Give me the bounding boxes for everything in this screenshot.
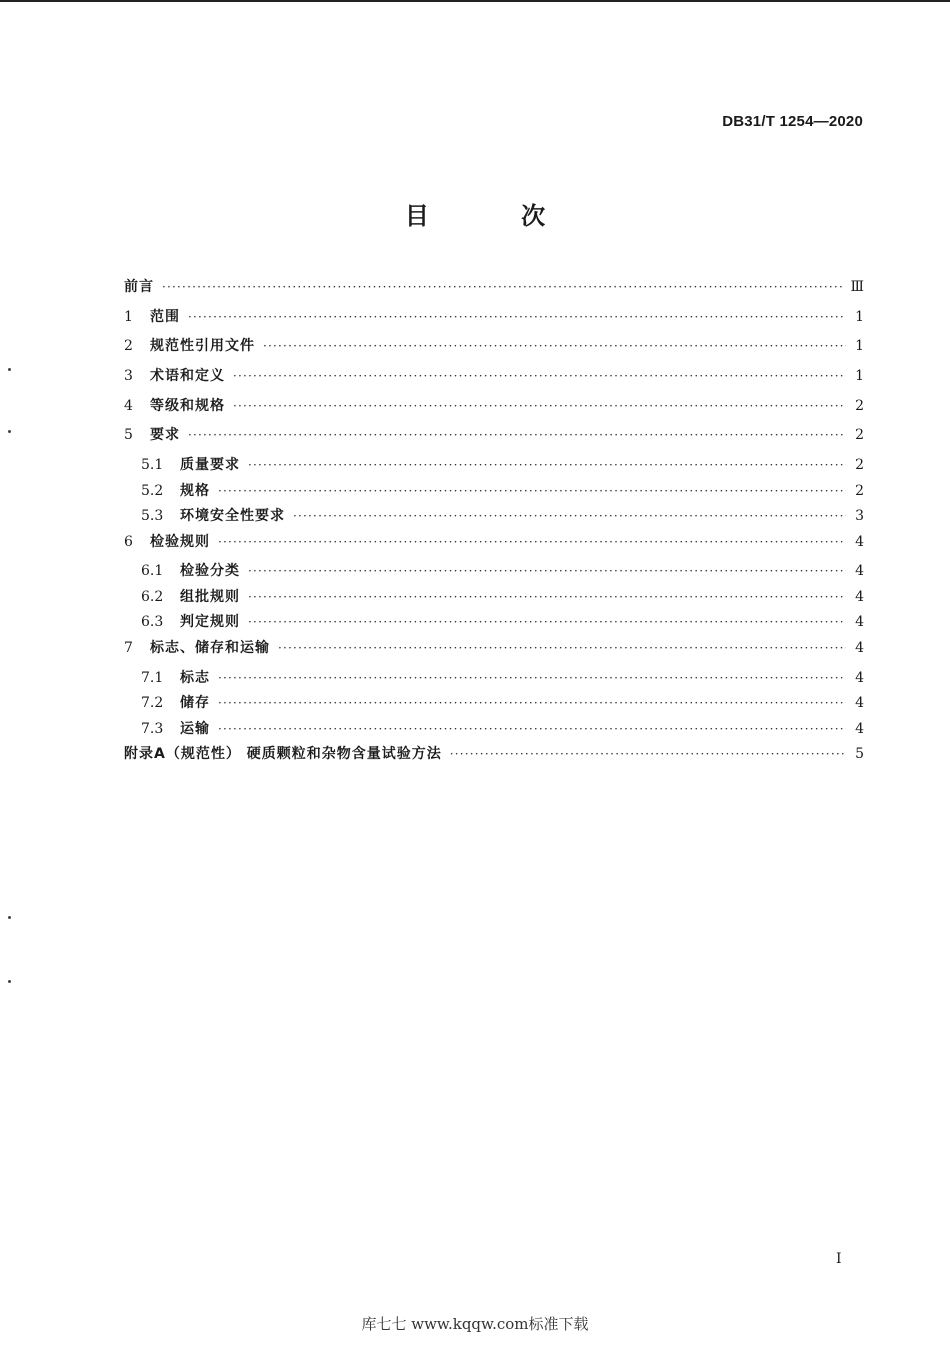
- toc-entry-label: 环境安全性要求: [180, 508, 285, 525]
- toc-dot-leader: [248, 564, 846, 578]
- toc-entry-page: Ⅲ: [850, 279, 864, 295]
- watermark-text: 库七七 www.kqqw.com标准下载: [361, 1315, 589, 1333]
- toc-entry-label: 等级和规格: [150, 397, 225, 414]
- toc-dot-leader: [218, 484, 846, 498]
- toc-entry-number: 6.3: [141, 614, 164, 631]
- toc-entry-number: 5.2: [141, 482, 164, 499]
- toc-entry-number: 5: [124, 427, 133, 444]
- toc-entry-page: 1: [855, 338, 864, 355]
- toc-dot-leader: [293, 509, 846, 523]
- toc-entry-page: 2: [855, 397, 864, 414]
- toc-dot-leader: [233, 399, 846, 413]
- toc-entry-page: 1: [855, 368, 864, 385]
- toc-entry[interactable]: [124, 276, 864, 306]
- toc-entry-number: 7: [124, 639, 133, 656]
- toc-dot-leader: [233, 369, 846, 383]
- toc-dot-leader: [188, 428, 846, 442]
- toc-entry[interactable]: [124, 424, 864, 454]
- toc-entry-page: 2: [855, 427, 864, 444]
- toc-entry[interactable]: [124, 718, 864, 744]
- toc-dot-leader: [248, 615, 846, 629]
- toc-entry[interactable]: [124, 586, 864, 612]
- scan-speck: [8, 368, 11, 371]
- scan-speck: [8, 430, 11, 433]
- toc-entry-label: 标志、储存和运输: [150, 639, 270, 656]
- toc-entry-number: 4: [124, 397, 133, 414]
- scan-speck: [8, 916, 11, 919]
- toc-dot-leader: [162, 280, 842, 294]
- table-of-contents: [124, 276, 864, 773]
- toc-entry-number: 6.1: [141, 563, 164, 580]
- toc-entry-label: 运输: [180, 720, 210, 737]
- toc-dot-leader: [218, 535, 846, 549]
- toc-entry-label: 组批规则: [180, 588, 240, 605]
- toc-entry-label: 储存: [180, 695, 210, 711]
- toc-entry-number: 1: [124, 308, 133, 325]
- toc-entry[interactable]: [124, 454, 864, 480]
- toc-entry-label: 附录A（规范性） 硬质颗粒和杂物含量试验方法: [124, 746, 442, 762]
- toc-entry[interactable]: [124, 692, 864, 718]
- toc-entry[interactable]: [124, 395, 864, 425]
- toc-entry[interactable]: [124, 611, 864, 637]
- page-number: I: [836, 1251, 842, 1267]
- toc-entry-page: 4: [855, 639, 864, 656]
- toc-entry-page: 4: [855, 563, 864, 580]
- toc-entry-page: 1: [855, 308, 864, 325]
- toc-entry-page: 2: [855, 457, 864, 474]
- toc-entry-number: 5.1: [141, 457, 164, 474]
- toc-dot-leader: [278, 641, 846, 655]
- toc-entry-page: 5: [855, 746, 864, 762]
- toc-entry-label: 规范性引用文件: [150, 338, 255, 355]
- toc-entry[interactable]: [124, 505, 864, 531]
- toc-dot-leader: [450, 747, 846, 761]
- toc-entry-page: 2: [855, 482, 864, 499]
- toc-entry-number: 7.1: [141, 669, 164, 686]
- toc-entry[interactable]: [124, 560, 864, 586]
- toc-entry-page: 4: [855, 588, 864, 605]
- toc-entry-number: 3: [124, 368, 133, 385]
- toc-entry-label: 判定规则: [180, 614, 240, 631]
- toc-entry-label: 术语和定义: [150, 368, 225, 385]
- toc-entry[interactable]: [124, 306, 864, 336]
- toc-entry-label: 范围: [150, 308, 180, 325]
- toc-entry-label: 要求: [150, 427, 180, 444]
- page-title: 目 次: [404, 202, 588, 230]
- toc-entry-label: 检验规则: [150, 533, 210, 550]
- toc-entry[interactable]: [124, 637, 864, 667]
- toc-entry[interactable]: [124, 667, 864, 693]
- toc-entry[interactable]: [124, 480, 864, 506]
- toc-entry-page: 3: [855, 508, 864, 525]
- toc-entry-page: 4: [855, 720, 864, 737]
- toc-entry-label: 质量要求: [180, 457, 240, 474]
- toc-dot-leader: [263, 339, 846, 353]
- toc-entry-label: 检验分类: [180, 563, 240, 580]
- scan-speck: [8, 980, 11, 983]
- toc-entry-number: 6.2: [141, 588, 164, 605]
- toc-entry-page: 4: [855, 614, 864, 631]
- toc-dot-leader: [218, 696, 846, 710]
- toc-entry-label: 规格: [180, 482, 210, 499]
- toc-dot-leader: [248, 590, 846, 604]
- toc-dot-leader: [218, 722, 846, 736]
- standard-code: DB31/T 1254—2020: [722, 113, 863, 130]
- toc-entry-number: 2: [124, 338, 133, 355]
- toc-dot-leader: [218, 671, 846, 685]
- toc-entry-label: 标志: [180, 669, 210, 686]
- toc-entry[interactable]: [124, 335, 864, 365]
- toc-entry-label: 前言: [124, 279, 154, 295]
- toc-entry[interactable]: [124, 365, 864, 395]
- scan-edge-line: [0, 0, 950, 2]
- toc-dot-leader: [248, 458, 846, 472]
- toc-dot-leader: [188, 310, 846, 324]
- toc-entry-number: 6: [124, 533, 133, 550]
- toc-entry-page: 4: [855, 669, 864, 686]
- toc-entry[interactable]: [124, 531, 864, 561]
- toc-entry-page: 4: [855, 533, 864, 550]
- toc-entry-page: 4: [855, 695, 864, 711]
- toc-entry[interactable]: [124, 743, 864, 773]
- toc-entry-number: 5.3: [141, 508, 164, 525]
- toc-entry-number: 7.2: [141, 695, 164, 711]
- toc-entry-number: 7.3: [141, 720, 164, 737]
